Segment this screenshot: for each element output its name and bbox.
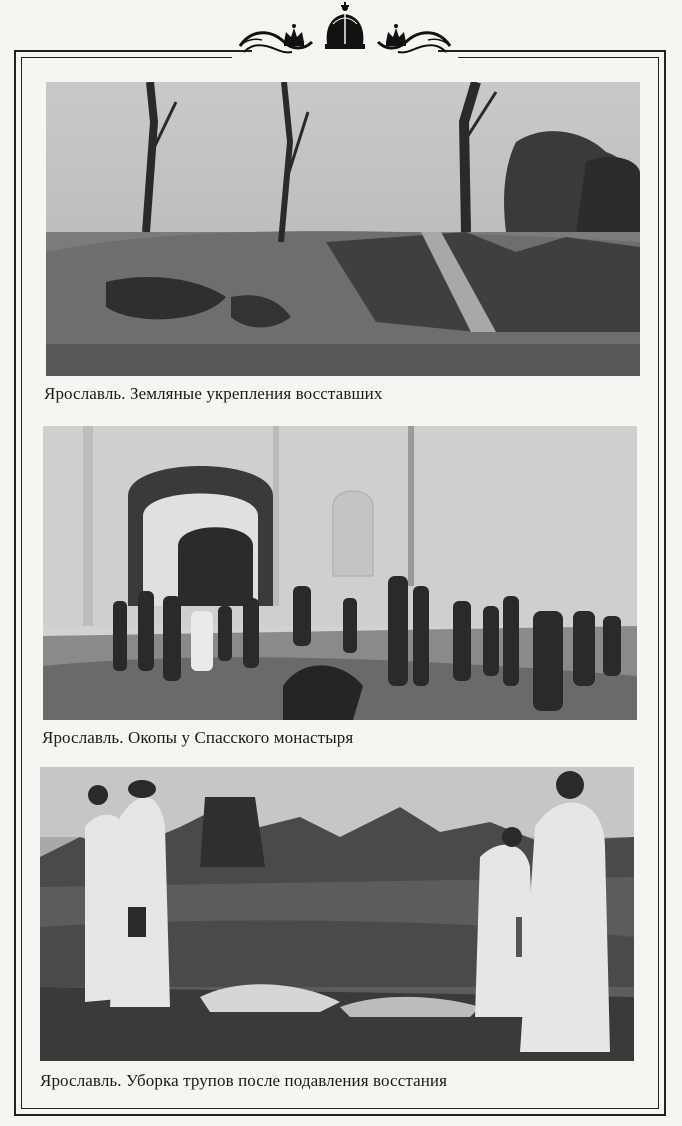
photo-earthworks [46,82,640,376]
photo-caption: Ярославль. Окопы у Спасского монастыря [42,728,354,747]
imperial-crowns-ribbon-icon [232,0,458,66]
photo-caption: Ярославль. Уборка трупов после подавления восстания [40,1071,448,1090]
photo-clearing-bodies [40,767,634,1061]
photo-monastery-trenches [43,426,637,720]
photo-caption: Ярославль. Земляные укрепления восставших [44,384,383,403]
